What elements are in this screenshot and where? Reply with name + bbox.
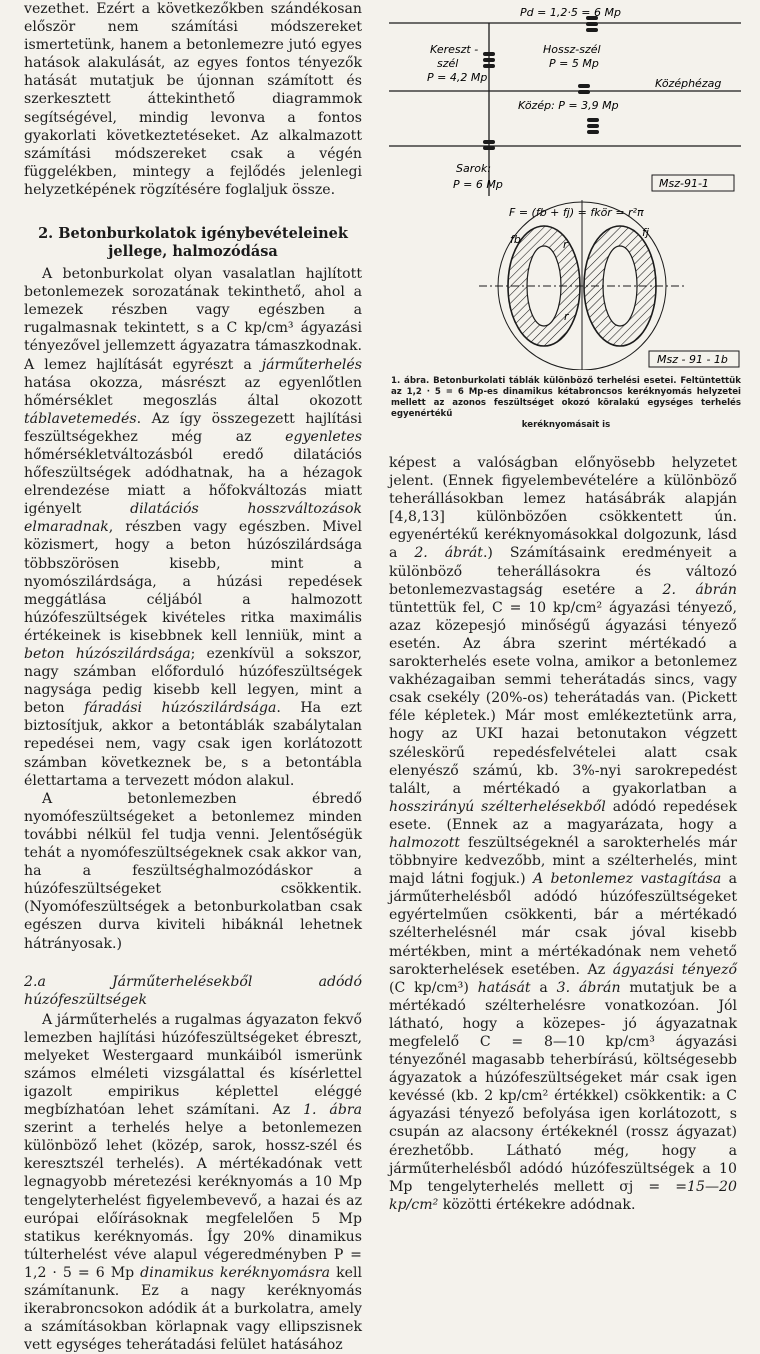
- center-load-label: Közép: P = 3,9 Mp: [518, 99, 619, 112]
- section-heading: 2. Betonburkolatok igénybevételeinek jellege, halmozódása: [38, 225, 348, 261]
- wheel-center: [587, 118, 599, 134]
- cross-edge-load: P = 4,2 Mp: [427, 71, 488, 84]
- dynamic-load-label: Pd = 1,2·5 = 6 Mp: [520, 6, 621, 19]
- figure-1-drawing: [389, 0, 749, 370]
- radius-label-2: r: [564, 310, 569, 323]
- corner-label: Sarok:: [456, 162, 492, 175]
- cross-edge-label-1: Kereszt -: [430, 43, 479, 56]
- radius-label-1: r: [563, 238, 568, 251]
- figure-code-2: Msz - 91 - 1b: [657, 353, 728, 366]
- center-joint-label: Középhézag: [655, 77, 722, 90]
- figure-caption: 1. ábra. Betonburkolati táblák különböző terhelési esetei. Feltüntettük az 1,2 · 5 = 6 Mp-es dinamikus kétabroncsos keréknyomás helyzetei mellett az azonos feszültséget okozó köralakú egységes terhelés egyenértékű keréknyomásait is: [391, 376, 741, 430]
- wheel-longitudinal-edge: [578, 84, 590, 94]
- paragraph-right: képest a valóságban előnyösebb helyzetet jelent. (Ennek figyelembevételére a különböző teherállásokban lemez hatásábrák alapján [4,8,13] különbözően csökkentett ún. egyenértékű keréknyomásokkal dolgozunk, lásd a 2. ábrát.) Számításaink eredményeit a különböző teherállásokra és változó betonlemezvastagság esetére a 2. ábrán tüntettük fel, C = 10 kp/cm² ágyazási tényező, azaz közepesjó minőségű ágyazási tényező esetén. Az ábra szerint mértékadó a sarokterhelés esete volna, amikor a betonlemez vakhézagaiban semmi teherátadás sincs, vagy csak csekély (20%-os) teherátadás van. (Pickett féle képletek.) Már most emlékeztetünk arra, hogy az UKI hazai betonutakon végzett széleskörű repedésfelvételei alatt csak elenyésző számú, kb. 3%-nyi sarokrepedést talált, a mértékadó a gyakorlatban a hosszirányú szélterhelésekből adódó repedések esete. (Ennek az a magyarázata, hogy a halmozott feszültségeknél a sarokterhelés már többnyire kedvezőbb, mint a szélterhelés, mint majd látni fogjuk.) A betonlemez vastagítása a járműterhelésből adódó húzófeszültségeket egyértelműen csökkenti, bár a mértékadó szélterhelésnél már csak jóval kisebb mértékben, mint a mértékadónak nem vehető sarokterhelések esetében. Az ágyazási tényező (C kp/cm³) hatását a 3. ábrán mutatjuk be a mértékadó szélterhelésre vonatkozóan. Jól látható, hogy a közepes- jó ágyazatnak megfelelő C = 8—10 kp/cm³ ágyazási tényezőnél magasabb teherbírású, költségesebb ágyazatok a húzófeszültségeket már csak igen kevéssé (kb. 2 kp/cm² értékkel) csökkentik: a C ágyazási tényező befolyása igen korlátozott, s csupán az alacsony értékeknél (rossz ágyazat) érezhetőbb. Látható még, hogy a járműterhelésből adódó húzófeszültségek a 10 Mp tengelyterhelés mellett σj = =15—20 kp/cm² közötti értékekre adódnak.: [389, 455, 738, 1213]
- paragraph-1: A betonburkolat olyan vasalatlan hajlított betonlemezek sorozatának tekinthető, ahol a lemezek részben vagy egészben a rugalmasnak tekintett, s a C kp/cm³ ágyazási tényezővel jellemzett ágyazatra támaszkodnak. A lemez hajlítását egyrészt a járműterhelés hatása okozza, másrészt az egyenlőtlen hőmérséklet megoszlás által okozott táblavetemedés. Az így összegezett hajlítási feszültségekhez még az egyenletes hőmérsékletváltozásból eredő dilatációs hőfeszültségek adódhatnak, ha a hézagok elrendezése miatt a hőfokváltozás miatt igényelt dilatációs hosszváltozások elmaradnak, részben vagy egészben. Mivel közismert, hogy a beton húzószilárdsága többszörösen kisebb, mint a nyomószilárdsága, a húzási repedések meggátlása céljából a halmozott húzófeszültségek kivételes ritka maximális értékeinek is kisebbnek kell lenniük, mint a beton húzószilárdsága; ezenkívül a sokszor, nagy számban előforduló húzófeszültségek nagysága pedig kisebb kell legyen, mint a beton fáradási húzószilárdsága. Ha ezt biztosítjuk, akkor a betontáblák szabálytalan repedései nem, vagy csak igen korlátozott számban következnek be, s a betontábla élettartama a tervezett módon alakul.: [24, 266, 363, 789]
- corner-load: P = 6 Mp: [453, 178, 503, 191]
- longitudinal-edge-label: Hossz-szél: [543, 43, 601, 56]
- left-area-label: fb: [510, 233, 521, 246]
- longitudinal-edge-load: P = 5 Mp: [549, 57, 599, 70]
- right-area-label: fj: [642, 226, 649, 239]
- cross-edge-label-2: szél: [437, 57, 459, 70]
- paragraph-2: A betonlemezben ébredő nyomófeszültségeket a betonlemez minden további nélkül fel tudja venni. Jelentőségük tehát a nyomófeszültségeknek csak akkor van, ha a feszültséghalmozódáskor a húzófeszültségeket csökkentik. (Nyomófeszültségek a betonburkolatban csak egészen durva kiviteli hibáknál lehetnek hátrányosak.): [24, 790, 362, 952]
- subsection-heading: 2.a Járműterhelésekből adódó húzófeszültségek: [24, 973, 362, 1008]
- left-column: [24, 0, 362, 1354]
- wheel-cross-edge: [483, 52, 495, 68]
- paragraph-intro: vezethet. Ezért a következőkben szándékosan először nem számítási módszereket ismertetünk, hanem a betonlemezre jutó egyes hatások alakulását, az egyes fontos tényezők hatását mutatjuk be újonnan számított és szerkesztett áttekinthető diagrammok segítségével, mindig levonva a fontos gyakorlati következtetéseket. Az alkalmazott számítási módszereket csak a végén függelékben, mintegy a fejlődés jelenlegi helyzetképének rögzítésére foglaljuk össze.: [24, 1, 362, 198]
- wheel-loads: [483, 16, 599, 150]
- figure-1: [389, 0, 749, 370]
- figure-code-1: Msz-91-1: [659, 177, 709, 190]
- right-column: [389, 454, 737, 1214]
- area-formula: F = (fb + fj) = fkör = r²π: [509, 206, 644, 219]
- paragraph-3: A járműterhelés a rugalmas ágyazaton fekvő lemezben hajlítási húzófeszültségeket ébreszt, melyeket Westergaard munkáiból ismerünk számos elméleti vizsgálattal és kísérlettel igazolt empirikus képlettel eléggé megbízhatóan lehet számítani. Az 1. ábra szerint a terhelés helye a betonlemezen különböző lehet (közép, sarok, hossz-szél és keresztszél terhelés). A mértékadónak vett legnagyobb méretezési keréknyomás a 10 Mp tengelyterhelést figyelembevevő, a hazai és az európai előírásoknak megfelelően 5 Mp statikus keréknyomás. Így 20% dinamikus túlterhelést véve alapul végeredményben P = 1,2 · 5 = 6 Mp dinamikus keréknyomásra kell számítanunk. Ez a nagy keréknyomás ikerabroncsokon adódik át a burkolatra, amely a számításokban körlapnak vagy ellipszisnek vett egységes teherátadási felület hatásához: [24, 1011, 362, 1354]
